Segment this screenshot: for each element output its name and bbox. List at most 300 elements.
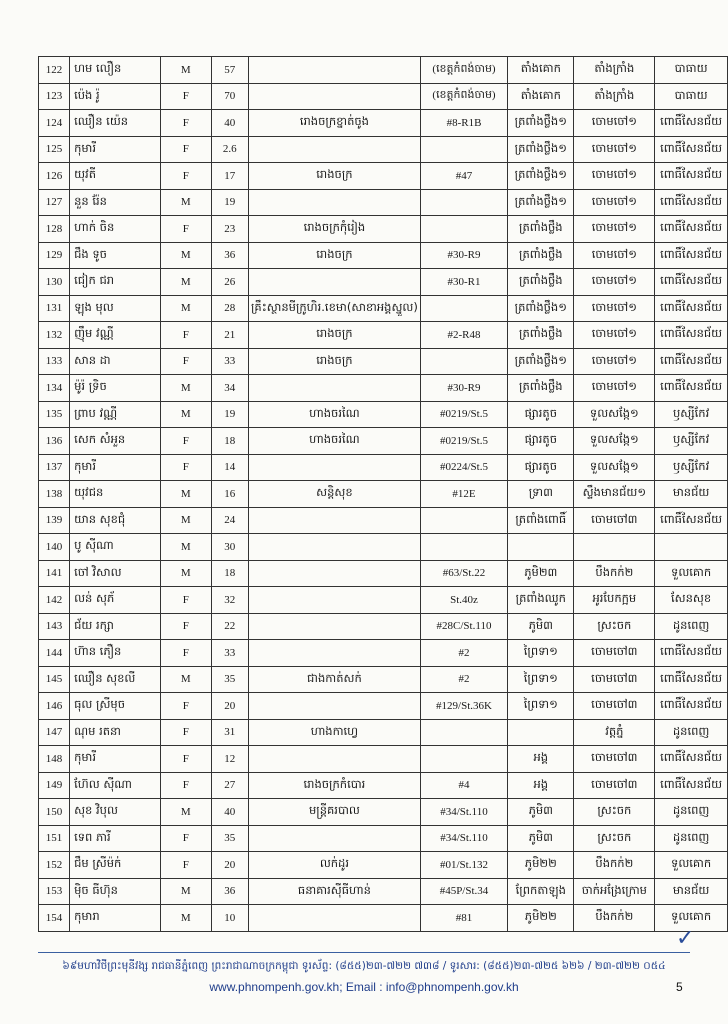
sex-cell: M <box>160 534 211 561</box>
check-mark: ✓ <box>676 926 695 951</box>
row-number-cell: 123 <box>39 83 70 110</box>
address-number-cell: #30-R9 <box>420 375 507 402</box>
workplace-cell: រោងចក្រកំបោរ <box>248 772 420 799</box>
row-number-cell: 128 <box>39 216 70 243</box>
commune-cell: ចោមចៅ១ <box>574 242 655 269</box>
row-number-cell: 146 <box>39 693 70 720</box>
sex-cell: F <box>160 852 211 879</box>
row-number-cell: 143 <box>39 613 70 640</box>
commune-cell: បឹងកក់២ <box>574 560 655 587</box>
victims-table <box>38 56 728 932</box>
age-cell: 20 <box>211 693 248 720</box>
sex-cell: M <box>160 295 211 322</box>
workplace-cell: ធនាគារស៊ីធីហាន់ <box>248 878 420 905</box>
commune-cell <box>574 534 655 561</box>
address-number-cell <box>420 295 507 322</box>
village-cell: ត្រពាំងថ្លឹង១ <box>508 295 574 322</box>
village-cell: ទ្រា៣ <box>508 481 574 508</box>
workplace-cell <box>248 57 420 84</box>
table-row <box>39 878 728 905</box>
workplace-cell: ហាងកាហ្វេ <box>248 719 420 746</box>
district-cell: ទួលគោក <box>655 560 728 587</box>
row-number-cell: 127 <box>39 189 70 216</box>
workplace-cell: ជាងកាត់សក់ <box>248 666 420 693</box>
person-name-cell: កុមារី <box>70 746 161 773</box>
address-number-cell: #129/St.36K <box>420 693 507 720</box>
person-name-cell: ប៉េង រ៉ូ <box>70 83 161 110</box>
table-row <box>39 772 728 799</box>
address-number-cell: #8-R1B <box>420 110 507 137</box>
commune-cell: ចោមចៅ៣ <box>574 640 655 667</box>
village-cell <box>508 534 574 561</box>
table-row <box>39 295 728 322</box>
village-cell: តាំងគោក <box>508 57 574 84</box>
commune-cell: បឹងកក់២ <box>574 852 655 879</box>
person-name-cell: ជៀក ជរា <box>70 269 161 296</box>
row-number-cell: 125 <box>39 136 70 163</box>
village-cell: ព្រៃទា១ <box>508 640 574 667</box>
workplace-cell: រោងចក្រ <box>248 322 420 349</box>
sex-cell: F <box>160 746 211 773</box>
address-number-cell: #81 <box>420 905 507 932</box>
table-row <box>39 693 728 720</box>
village-cell: ត្រពាំងថ្លឹង <box>508 242 574 269</box>
age-cell: 19 <box>211 189 248 216</box>
commune-cell: ចោមចៅ១ <box>574 269 655 296</box>
commune-cell: ចោមចៅ១ <box>574 110 655 137</box>
workplace-cell: ហាងចរណៃ <box>248 428 420 455</box>
district-cell: ពោធិ៍សែនជ័យ <box>655 746 728 773</box>
sex-cell: M <box>160 375 211 402</box>
row-number-cell: 135 <box>39 401 70 428</box>
age-cell: 40 <box>211 110 248 137</box>
row-number-cell: 147 <box>39 719 70 746</box>
age-cell: 18 <box>211 428 248 455</box>
sex-cell: F <box>160 110 211 137</box>
district-cell: ឫស្សីកែវ <box>655 401 728 428</box>
sex-cell: M <box>160 269 211 296</box>
age-cell: 33 <box>211 640 248 667</box>
age-cell: 28 <box>211 295 248 322</box>
table-row <box>39 189 728 216</box>
sex-cell: F <box>160 83 211 110</box>
table-row <box>39 534 728 561</box>
workplace-cell <box>248 454 420 481</box>
sex-cell: M <box>160 905 211 932</box>
village-cell: ភូមិ៣ <box>508 825 574 852</box>
commune-cell: ទួលសង្កែ១ <box>574 401 655 428</box>
workplace-cell: គ្រឹះស្ថានមីក្រូហិរ.ខេមា(សាខាអង្គស្នួល) <box>248 295 420 322</box>
sex-cell: F <box>160 772 211 799</box>
sex-cell: F <box>160 454 211 481</box>
workplace-cell <box>248 83 420 110</box>
sex-cell: M <box>160 242 211 269</box>
row-number-cell: 153 <box>39 878 70 905</box>
age-cell: 16 <box>211 481 248 508</box>
table-row <box>39 666 728 693</box>
workplace-cell <box>248 534 420 561</box>
district-cell: ពោធិ៍សែនជ័យ <box>655 110 728 137</box>
village-cell: ត្រពាំងថ្លឹង១ <box>508 189 574 216</box>
person-name-cell: លន់ សុភ័ <box>70 587 161 614</box>
table-row <box>39 375 728 402</box>
village-cell: ភូមិ២២ <box>508 852 574 879</box>
table-row <box>39 348 728 375</box>
row-number-cell: 130 <box>39 269 70 296</box>
age-cell: 19 <box>211 401 248 428</box>
age-cell: 21 <box>211 322 248 349</box>
workplace-cell <box>248 613 420 640</box>
village-cell: ភូមិ២២ <box>508 905 574 932</box>
sex-cell: M <box>160 560 211 587</box>
district-cell: ពោធិ៍សែនជ័យ <box>655 242 728 269</box>
age-cell: 70 <box>211 83 248 110</box>
workplace-cell <box>248 693 420 720</box>
sex-cell: F <box>160 587 211 614</box>
village-cell: អង្គ <box>508 772 574 799</box>
table-row <box>39 825 728 852</box>
person-name-cell: សាន ដា <box>70 348 161 375</box>
table-row <box>39 57 728 84</box>
village-cell: ភូមិ២៣ <box>508 560 574 587</box>
person-name-cell: ហ៊ាន ភឿន <box>70 640 161 667</box>
age-cell: 14 <box>211 454 248 481</box>
row-number-cell: 148 <box>39 746 70 773</box>
address-number-cell: #12E <box>420 481 507 508</box>
district-cell: ពោធិ៍សែនជ័យ <box>655 322 728 349</box>
address-number-cell: #34/St.110 <box>420 799 507 826</box>
workplace-cell: រោងចក្រកុំរៀង <box>248 216 420 243</box>
village-cell: ត្រពាំងឈូក <box>508 587 574 614</box>
address-number-cell: #45P/St.34 <box>420 878 507 905</box>
workplace-cell <box>248 825 420 852</box>
commune-cell: ចោមចៅ១ <box>574 348 655 375</box>
person-name-cell: ជឹម ស្រីម៉ក់ <box>70 852 161 879</box>
sex-cell: F <box>160 428 211 455</box>
row-number-cell: 132 <box>39 322 70 349</box>
table-row <box>39 799 728 826</box>
commune-cell: ទួលសង្កែ១ <box>574 428 655 455</box>
table-row <box>39 746 728 773</box>
age-cell: 2.6 <box>211 136 248 163</box>
address-number-cell: #01/St.132 <box>420 852 507 879</box>
table-row <box>39 613 728 640</box>
sex-cell: F <box>160 693 211 720</box>
village-cell: ព្រៃទា១ <box>508 693 574 720</box>
address-number-cell: #28C/St.110 <box>420 613 507 640</box>
sex-cell: M <box>160 507 211 534</box>
address-number-cell: #34/St.110 <box>420 825 507 852</box>
person-name-cell: នួន រ៉ែន <box>70 189 161 216</box>
district-cell: ដូនពេញ <box>655 825 728 852</box>
workplace-cell: រោងចក្រ <box>248 242 420 269</box>
person-name-cell: ឈឿន យ៉េន <box>70 110 161 137</box>
address-number-cell <box>420 189 507 216</box>
district-cell: ដូនពេញ <box>655 613 728 640</box>
table-row <box>39 507 728 534</box>
workplace-cell: រោងចក្រ <box>248 163 420 190</box>
person-name-cell: ធុល ស្រីមុច <box>70 693 161 720</box>
district-cell: ទួលគោក <box>655 852 728 879</box>
person-name-cell: ណុម រតនា <box>70 719 161 746</box>
commune-cell: ចោមចៅ១ <box>574 322 655 349</box>
address-number-cell <box>420 348 507 375</box>
row-number-cell: 134 <box>39 375 70 402</box>
district-cell: ពោធិ៍សែនជ័យ <box>655 507 728 534</box>
person-name-cell: ទេព ភារី <box>70 825 161 852</box>
commune-cell: តាំងក្រាំង <box>574 57 655 84</box>
address-number-cell <box>420 507 507 534</box>
table-row <box>39 560 728 587</box>
age-cell: 10 <box>211 905 248 932</box>
address-number-cell: #63/St.22 <box>420 560 507 587</box>
address-number-cell <box>420 746 507 773</box>
district-cell: ឫស្សីកែវ <box>655 454 728 481</box>
district-cell: ពោធិ៍សែនជ័យ <box>655 666 728 693</box>
person-name-cell: ឈឿន សុខលី <box>70 666 161 693</box>
workplace-cell <box>248 587 420 614</box>
sex-cell: F <box>160 613 211 640</box>
workplace-cell <box>248 269 420 296</box>
footer-web-email: www.phnompenh.gov.kh; Email : info@phnompenh.gov.kh <box>209 980 519 994</box>
village-cell: ត្រពាំងថ្លឹង១ <box>508 163 574 190</box>
person-name-cell: កុមារី <box>70 136 161 163</box>
workplace-cell: លក់ដូរ <box>248 852 420 879</box>
commune-cell: អូរបែកក្អម <box>574 587 655 614</box>
row-number-cell: 144 <box>39 640 70 667</box>
sex-cell: M <box>160 401 211 428</box>
row-number-cell: 126 <box>39 163 70 190</box>
district-cell: ពោធិ៍សែនជ័យ <box>655 189 728 216</box>
workplace-cell <box>248 560 420 587</box>
age-cell: 34 <box>211 375 248 402</box>
workplace-cell: រោងចក្រ <box>248 348 420 375</box>
age-cell: 32 <box>211 587 248 614</box>
table-row <box>39 454 728 481</box>
person-name-cell: ម៉ិច ធីហ៊ុន <box>70 878 161 905</box>
district-cell: ពោធិ៍សែនជ័យ <box>655 269 728 296</box>
district-cell: ពោធិ៍សែនជ័យ <box>655 136 728 163</box>
table-row <box>39 322 728 349</box>
village-cell: ព្រែកតាឡុង <box>508 878 574 905</box>
age-cell: 20 <box>211 852 248 879</box>
row-number-cell: 141 <box>39 560 70 587</box>
person-name-cell: ឡុង មុល <box>70 295 161 322</box>
person-name-cell: ចៅ វិសាល <box>70 560 161 587</box>
commune-cell: ចោមចៅ៣ <box>574 746 655 773</box>
commune-cell: វត្តភ្នំ <box>574 719 655 746</box>
sex-cell: M <box>160 57 211 84</box>
person-name-cell: ជឹង ទូច <box>70 242 161 269</box>
table-row <box>39 905 728 932</box>
person-name-cell: កុមារី <box>70 454 161 481</box>
village-cell: ត្រពាំងថ្លឹង <box>508 216 574 243</box>
person-name-cell: សុខ វិបុល <box>70 799 161 826</box>
district-cell: ពោធិ៍សែនជ័យ <box>655 693 728 720</box>
village-cell: ព្រៃទា១ <box>508 666 574 693</box>
address-number-cell <box>420 136 507 163</box>
district-cell: ទួលគោក <box>655 905 728 932</box>
age-cell: 30 <box>211 534 248 561</box>
table-row <box>39 640 728 667</box>
table-body <box>39 57 728 932</box>
person-name-cell: សេក សំអួន <box>70 428 161 455</box>
sex-cell: F <box>160 216 211 243</box>
address-number-cell: St.40z <box>420 587 507 614</box>
address-number-cell: #2-R48 <box>420 322 507 349</box>
village-cell: ភូមិ៣ <box>508 799 574 826</box>
row-number-cell: 129 <box>39 242 70 269</box>
address-number-cell <box>420 719 507 746</box>
sex-cell: M <box>160 189 211 216</box>
workplace-cell: រោងចក្រខ្នាត់ចូង <box>248 110 420 137</box>
person-name-cell: យុវជន <box>70 481 161 508</box>
table-row <box>39 216 728 243</box>
village-cell: ត្រពាំងថ្លឹង <box>508 375 574 402</box>
footer-divider <box>38 952 690 953</box>
district-cell: ពោធិ៍សែនជ័យ <box>655 295 728 322</box>
sex-cell: F <box>160 719 211 746</box>
village-cell <box>508 719 574 746</box>
address-number-cell: #0224/St.5 <box>420 454 507 481</box>
age-cell: 33 <box>211 348 248 375</box>
age-cell: 36 <box>211 878 248 905</box>
village-cell: ត្រពាំងពោធិ៍ <box>508 507 574 534</box>
row-number-cell: 122 <box>39 57 70 84</box>
footer-address: ៦៩មហាវិថីព្រះមុនីវង្ស រាជធានីភ្នំពេញ ព្រះរាជាណាចក្រកម្ពុជា ទូរស័ព្ទ: (៨៥៥)២៣-៧២២ ៧៣៨ / ទូរសារ: (៨៥៥)២៣-៧២៥ ៦២៦ / ២៣-៧២២ ០៥៤ <box>62 960 666 972</box>
person-name-cell: ហម លឿន <box>70 57 161 84</box>
age-cell: 18 <box>211 560 248 587</box>
district-cell: ពោធិ៍សែនជ័យ <box>655 348 728 375</box>
table-row <box>39 481 728 508</box>
district-cell: ដូនពេញ <box>655 719 728 746</box>
age-cell: 12 <box>211 746 248 773</box>
person-name-cell: ហ៊ែល ស៊ីណា <box>70 772 161 799</box>
person-name-cell: យុវតី <box>70 163 161 190</box>
row-number-cell: 133 <box>39 348 70 375</box>
address-number-cell: #4 <box>420 772 507 799</box>
age-cell: 22 <box>211 613 248 640</box>
workplace-cell <box>248 136 420 163</box>
village-cell: ផ្សារតូច <box>508 401 574 428</box>
village-cell: ភូមិ៣ <box>508 613 574 640</box>
commune-cell: តាំងក្រាំង <box>574 83 655 110</box>
commune-cell: ចោមចៅ១ <box>574 375 655 402</box>
district-cell: មានជ័យ <box>655 878 728 905</box>
row-number-cell: 142 <box>39 587 70 614</box>
sex-cell: M <box>160 481 211 508</box>
village-cell: ត្រពាំងថ្លឹង១ <box>508 110 574 137</box>
age-cell: 35 <box>211 666 248 693</box>
person-name-cell: ញ៉ឹម វណ្ណី <box>70 322 161 349</box>
row-number-cell: 137 <box>39 454 70 481</box>
sex-cell: M <box>160 878 211 905</box>
district-cell: ពោធិ៍សែនជ័យ <box>655 375 728 402</box>
person-name-cell: យាន សុខជុំ <box>70 507 161 534</box>
commune-cell: ចោមចៅ១ <box>574 136 655 163</box>
workplace-cell: មន្ត្រីគរបាល <box>248 799 420 826</box>
person-name-cell: ព្រាប វណ្ណី <box>70 401 161 428</box>
village-cell: ត្រពាំងថ្លឹង១ <box>508 136 574 163</box>
sex-cell: F <box>160 348 211 375</box>
commune-cell: ស្រះចក <box>574 825 655 852</box>
district-cell: បាធាយ <box>655 83 728 110</box>
age-cell: 27 <box>211 772 248 799</box>
address-number-cell: (ខេត្តកំពង់ចាម) <box>420 57 507 84</box>
commune-cell: ស្រះចក <box>574 613 655 640</box>
age-cell: 17 <box>211 163 248 190</box>
table-row <box>39 401 728 428</box>
sex-cell: F <box>160 163 211 190</box>
workplace-cell: ហាងចរណៃ <box>248 401 420 428</box>
table-row <box>39 269 728 296</box>
age-cell: 31 <box>211 719 248 746</box>
commune-cell: បឹងកក់២ <box>574 905 655 932</box>
sex-cell: F <box>160 825 211 852</box>
sex-cell: M <box>160 799 211 826</box>
commune-cell: ស្ទឹងមានជ័យ១ <box>574 481 655 508</box>
row-number-cell: 149 <box>39 772 70 799</box>
row-number-cell: 140 <box>39 534 70 561</box>
address-number-cell: (ខេត្តកំពង់ចាម) <box>420 83 507 110</box>
sex-cell: F <box>160 322 211 349</box>
district-cell: បាធាយ <box>655 57 728 84</box>
village-cell: ត្រពាំងថ្លឹង <box>508 322 574 349</box>
age-cell: 40 <box>211 799 248 826</box>
address-number-cell: #30-R9 <box>420 242 507 269</box>
sex-cell: F <box>160 640 211 667</box>
age-cell: 23 <box>211 216 248 243</box>
commune-cell: ចោមចៅ១ <box>574 189 655 216</box>
person-name-cell: កុមារា <box>70 905 161 932</box>
table-row <box>39 719 728 746</box>
person-name-cell: ម៉ូរ៉ ទ្រិច <box>70 375 161 402</box>
table-row <box>39 852 728 879</box>
age-cell: 57 <box>211 57 248 84</box>
district-cell: ពោធិ៍សែនជ័យ <box>655 163 728 190</box>
row-number-cell: 150 <box>39 799 70 826</box>
district-cell: ពោធិ៍សែនជ័យ <box>655 640 728 667</box>
page-number: 5 <box>676 980 683 994</box>
table-row <box>39 83 728 110</box>
workplace-cell: សន្តិសុខ <box>248 481 420 508</box>
row-number-cell: 145 <box>39 666 70 693</box>
commune-cell: ចោមចៅ១ <box>574 216 655 243</box>
address-number-cell: #2 <box>420 640 507 667</box>
address-number-cell <box>420 216 507 243</box>
village-cell: ផ្សារតូច <box>508 454 574 481</box>
district-cell: សែនសុខ <box>655 587 728 614</box>
commune-cell: ចោមចៅ៣ <box>574 772 655 799</box>
commune-cell: ចោមចៅ៣ <box>574 507 655 534</box>
row-number-cell: 138 <box>39 481 70 508</box>
row-number-cell: 131 <box>39 295 70 322</box>
row-number-cell: 136 <box>39 428 70 455</box>
row-number-cell: 139 <box>39 507 70 534</box>
workplace-cell <box>248 905 420 932</box>
village-cell: ត្រពាំងថ្លឹង១ <box>508 348 574 375</box>
table-row <box>39 242 728 269</box>
district-cell: ពោធិ៍សែនជ័យ <box>655 216 728 243</box>
row-number-cell: 152 <box>39 852 70 879</box>
address-number-cell <box>420 534 507 561</box>
person-name-cell: ជ័យ រក្សា <box>70 613 161 640</box>
age-cell: 35 <box>211 825 248 852</box>
village-cell: ត្រពាំងថ្លឹង <box>508 269 574 296</box>
address-number-cell: #30-R1 <box>420 269 507 296</box>
address-number-cell: #0219/St.5 <box>420 401 507 428</box>
village-cell: ផ្សារតូច <box>508 428 574 455</box>
